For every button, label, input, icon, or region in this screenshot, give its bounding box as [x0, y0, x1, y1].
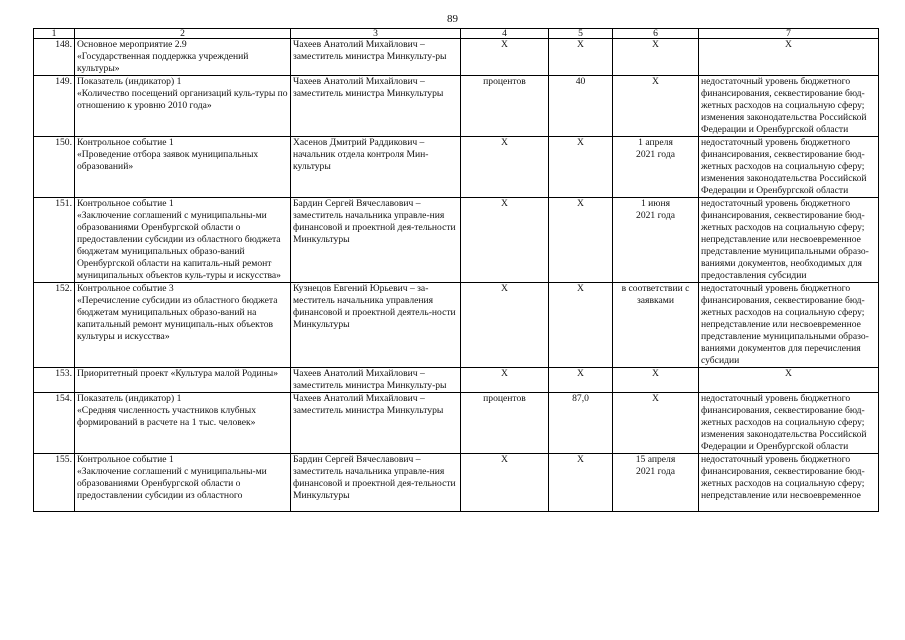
row-number: 149.: [34, 76, 75, 137]
due-date: X: [613, 368, 699, 393]
due-date: X: [613, 393, 699, 454]
due-date: 1 апреля 2021 года: [613, 137, 699, 198]
event-name: Показатель (индикатор) 1 «Средняя численность участников клубных формирований в расчете на 1 тыс. человек»: [75, 393, 291, 454]
value: X: [549, 137, 613, 198]
unit: X: [461, 39, 549, 76]
value: 40: [549, 76, 613, 137]
table-row: [34, 137, 879, 198]
table-row: [34, 198, 879, 283]
table-row: [34, 283, 879, 368]
unit: X: [461, 454, 549, 512]
value: X: [549, 283, 613, 368]
due-date: X: [613, 76, 699, 137]
risks: недостаточный уровень бюджетного финансирования, секвестирование бюд-жетных расходов на социальную сферу; изменения законодательства Российской Федерации и Оренбургской области: [699, 137, 879, 198]
table-row: [34, 454, 879, 512]
column-number: 6: [613, 29, 699, 39]
risks: X: [699, 368, 879, 393]
row-number: 150.: [34, 137, 75, 198]
due-date: 1 июня 2021 года: [613, 198, 699, 283]
risks: недостаточный уровень бюджетного финансирования, секвестирование бюд-жетных расходов на социальную сферу; изменения законодательства Российской Федерации и Оренбургской области: [699, 393, 879, 454]
responsible-person: Чахеев Анатолий Михайлович – заместитель министра Минкульту-ры: [291, 368, 461, 393]
table-row: [34, 393, 879, 454]
column-number: 1: [34, 29, 75, 39]
unit: X: [461, 368, 549, 393]
event-name-text: Контрольное событие 1 «Заключение соглашений с муниципальны-ми образованиями Оренбургской области о предоставлении субсидии из областного: [77, 454, 267, 501]
row-number: 154.: [34, 393, 75, 454]
column-number-row: [34, 29, 879, 39]
value: X: [549, 198, 613, 283]
event-name: [75, 454, 291, 512]
row-number: 148.: [34, 39, 75, 76]
table-row: [34, 368, 879, 393]
table-row: [34, 76, 879, 137]
event-name: Контрольное событие 1 «Проведение отбора заявок муниципальных образований»: [75, 137, 291, 198]
row-number: 155.: [34, 454, 75, 512]
table-row: [34, 39, 879, 76]
row-number: 153.: [34, 368, 75, 393]
risks: недостаточный уровень бюджетного финансирования, секвестирование бюд-жетных расходов на социальную сферу; непредставление или несвоевременное представление муниципальными образо-ваниями документов, необходимых для предоставления субсидии: [699, 198, 879, 283]
due-date: 15 апреля 2021 года: [613, 454, 699, 512]
unit: процентов: [461, 76, 549, 137]
value: X: [549, 454, 613, 512]
responsible-person: Бардин Сергей Вячеславович – заместитель начальника управле-ния финансовой и проектной дея-тельности Минкультуры: [291, 454, 461, 512]
responsible-person: Чахеев Анатолий Михайлович – заместитель министра Минкульту-ры: [291, 39, 461, 76]
due-date: в соответствии с заявками: [613, 283, 699, 368]
due-date: X: [613, 39, 699, 76]
unit: X: [461, 283, 549, 368]
value: X: [549, 39, 613, 76]
event-name: Контрольное событие 3 «Перечисление субсидии из областного бюджета бюджетам муниципальных образо-ваний на капитальный ремонт муниципаль-ных объектов культуры и искусства»: [75, 283, 291, 368]
plan-table: [33, 28, 879, 512]
column-number: 4: [461, 29, 549, 39]
risks-text: недостаточный уровень бюджетного финансирования, секвестирование бюд-жетных расходов на социальную сферу; непредставление или несвоевременное: [701, 454, 865, 501]
risks: [699, 454, 879, 512]
unit: процентов: [461, 393, 549, 454]
responsible-person: Чахеев Анатолий Михайлович – заместитель министра Минкультуры: [291, 76, 461, 137]
risks: недостаточный уровень бюджетного финансирования, секвестирование бюд-жетных расходов на социальную сферу; изменения законодательства Российской Федерации и Оренбургской области: [699, 76, 879, 137]
event-name: Показатель (индикатор) 1 «Количество посещений организаций куль-туры по отношению к уровню 2010 года»: [75, 76, 291, 137]
value: X: [549, 368, 613, 393]
risks: недостаточный уровень бюджетного финансирования, секвестирование бюд-жетных расходов на социальную сферу; непредставление или несвоевременное представление муниципальными образо-ваниями документов для перечисления субсидии: [699, 283, 879, 368]
page-number: 89: [447, 13, 458, 25]
column-number: 7: [699, 29, 879, 39]
event-name: Приоритетный проект «Культура малой Родины»: [75, 368, 291, 393]
event-name: Основное мероприятие 2.9 «Государственная поддержка учреждений культуры»: [75, 39, 291, 76]
row-number: 152.: [34, 283, 75, 368]
event-name: Контрольное событие 1 «Заключение соглашений с муниципальны-ми образованиями Оренбургской области о предоставлении субсидии из областного бюджета бюджетам муниципальных образо-ваний Оренбургской области на капиталь-ный ремонт муниципальных объектов куль-туры и искусства»: [75, 198, 291, 283]
column-number: 3: [291, 29, 461, 39]
value: 87,0: [549, 393, 613, 454]
column-number: 5: [549, 29, 613, 39]
row-number: 151.: [34, 198, 75, 283]
responsible-person: Чахеев Анатолий Михайлович – заместитель министра Минкультуры: [291, 393, 461, 454]
responsible-person: Кузнецов Евгений Юрьевич – за-меститель начальника управления финансовой и проектной деятель-ности Минкультуры: [291, 283, 461, 368]
risks: X: [699, 39, 879, 76]
responsible-person: Хасенов Дмитрий Раддикович – начальник отдела контроля Мин-культуры: [291, 137, 461, 198]
unit: X: [461, 198, 549, 283]
responsible-person: Бардин Сергей Вячеславович – заместитель начальника управле-ния финансовой и проектной дея-тельности Минкультуры: [291, 198, 461, 283]
column-number: 2: [75, 29, 291, 39]
unit: X: [461, 137, 549, 198]
